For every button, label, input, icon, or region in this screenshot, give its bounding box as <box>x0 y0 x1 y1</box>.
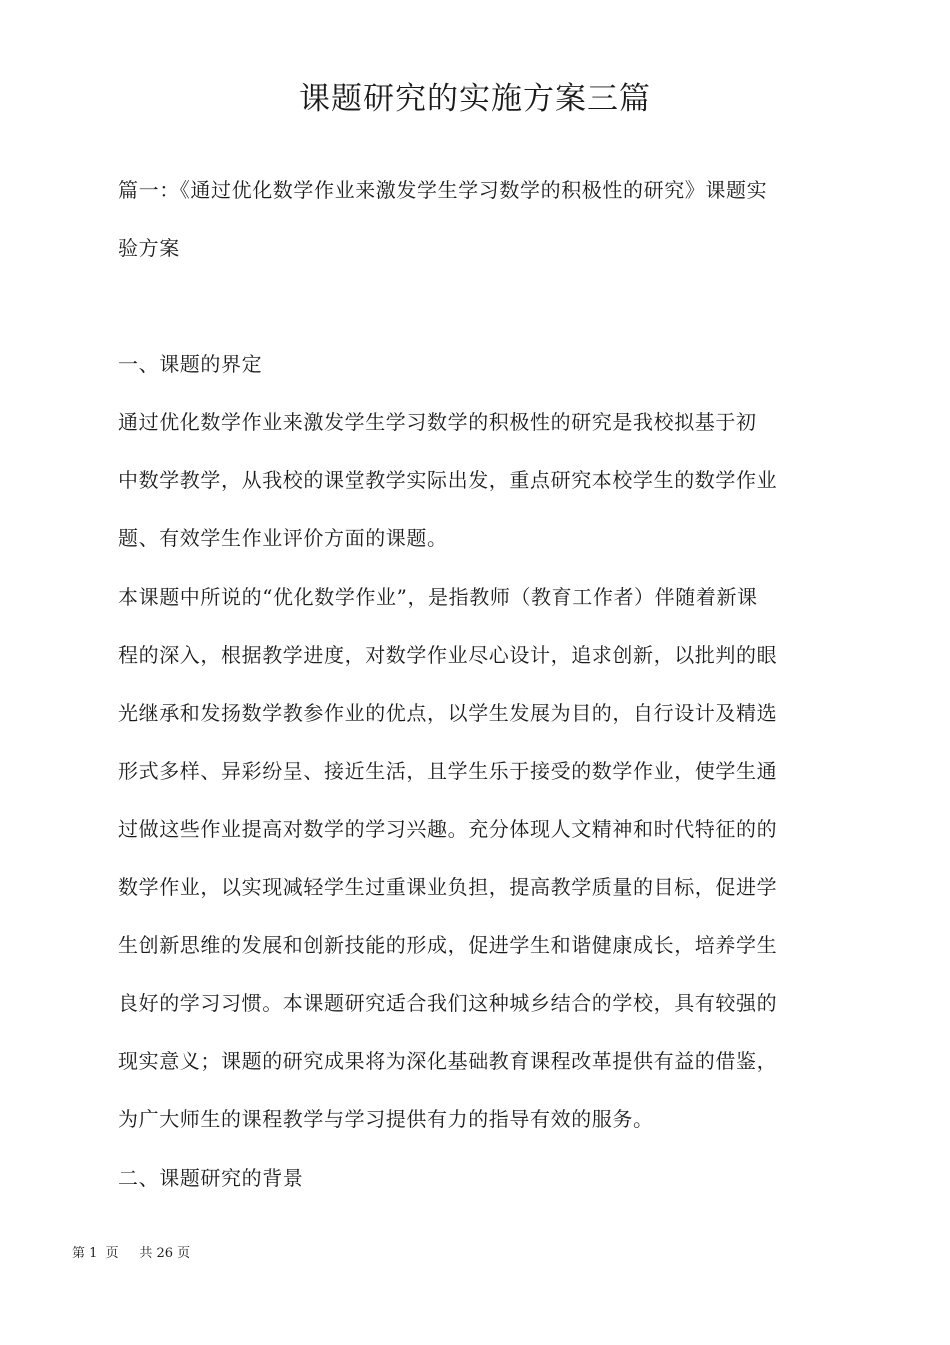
body-line: 题、有效学生作业评价方面的课题。 <box>118 526 448 550</box>
body-line: 数学作业，以实现减轻学生过重课业负担，提高教学质量的目标，促进学 <box>118 875 778 899</box>
article-heading-line-2: 验方案 <box>118 236 180 260</box>
body-line: 良好的学习习惯。本课题研究适合我们这种城乡结合的学校，具有较强的 <box>118 991 778 1015</box>
section-heading: 二、课题研究的背景 <box>118 1166 304 1190</box>
body-line: 生创新思维的发展和创新技能的形成，促进学生和谐健康成长，培养学生 <box>118 933 778 957</box>
body-line: 本课题中所说的“优化数学作业”，是指教师（教育工作者）伴随着新课 <box>118 585 758 609</box>
body-line: 通过优化数学作业来激发学生学习数学的积极性的研究是我校拟基于初 <box>118 410 757 434</box>
body-line: 形式多样、异彩纷呈、接近生活，且学生乐于接受的数学作业，使学生通 <box>118 759 778 783</box>
body-line: 中数学教学，从我校的课堂教学实际出发，重点研究本校学生的数学作业 <box>118 468 778 492</box>
article-heading-line-1: 篇一：《通过优化数学作业来激发学生学习数学的积极性的研究》课题实 <box>118 178 768 202</box>
body-line: 光继承和发扬数学教参作业的优点，以学生发展为目的，自行设计及精选 <box>118 701 778 725</box>
body-line: 现实意义；课题的研究成果将为深化基础教育课程改革提供有益的借鉴， <box>118 1049 778 1073</box>
body-line: 过做这些作业提高对数学的学习兴趣。充分体现人文精神和时代特征的的 <box>118 817 778 841</box>
page-footer: 第 1 页 共 26 页 <box>72 1246 191 1261</box>
page-title: 课题研究的实施方案三篇 <box>299 81 651 117</box>
section-heading: 一、课题的界定 <box>118 352 263 376</box>
body-line: 程的深入，根据教学进度，对数学作业尽心设计，追求创新，以批判的眼 <box>118 643 778 667</box>
body-line: 为广大师生的课程教学与学习提供有力的指导有效的服务。 <box>118 1107 654 1131</box>
